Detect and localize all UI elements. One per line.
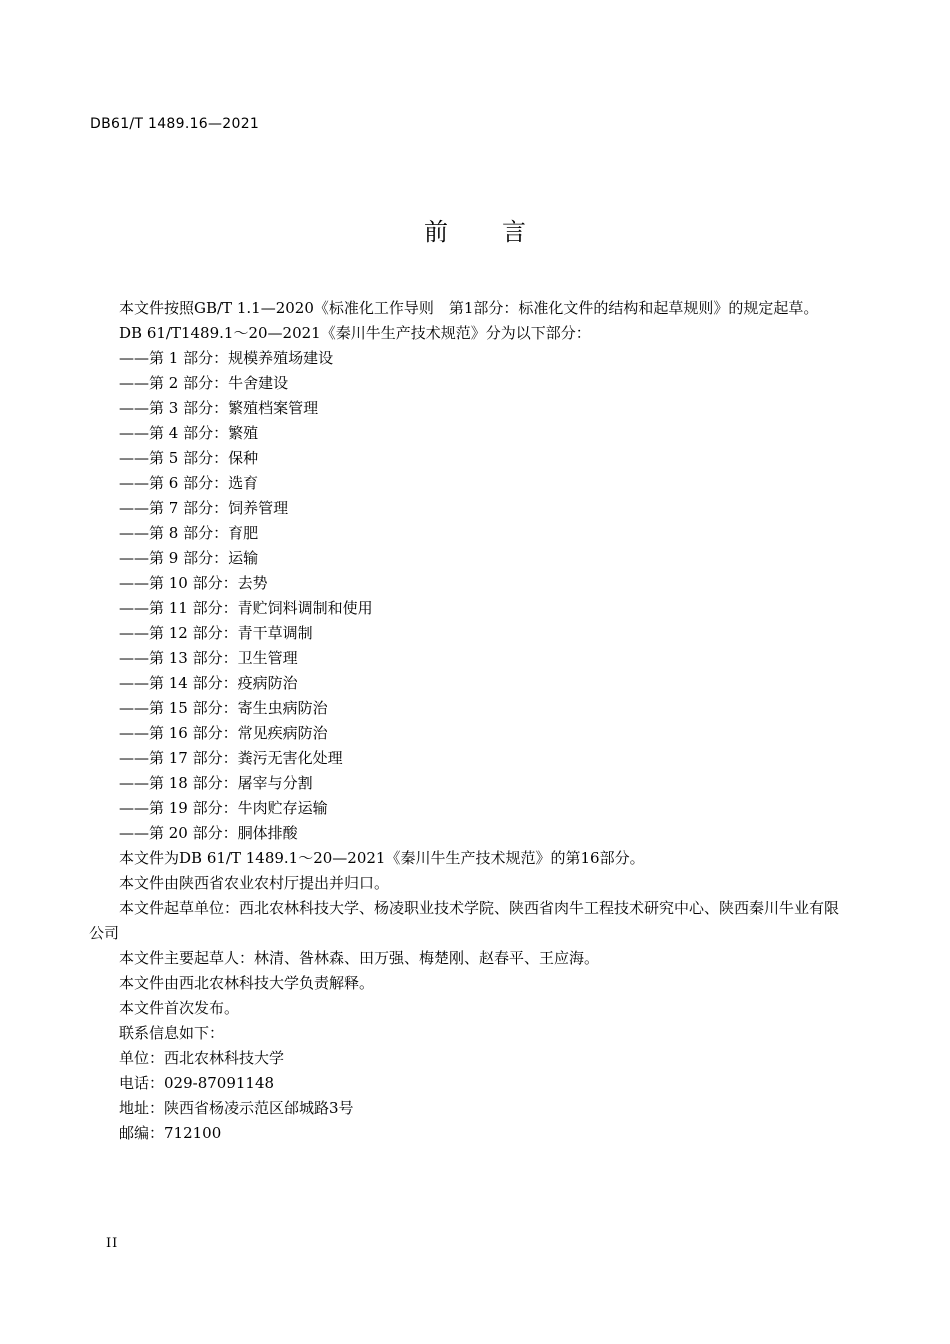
this-part-statement: 本文件为DB 61/T 1489.1～20—2021《秦川牛生产技术规范》的第16部分。 — [119, 849, 645, 867]
part-item: ——第 18 部分：屠宰与分割 — [119, 774, 313, 792]
parts-intro-paragraph: DB 61/T1489.1～20—2021《秦川牛生产技术规范》分为以下部分： — [119, 324, 591, 342]
contact-unit: 单位：西北农林科技大学 — [119, 1049, 285, 1067]
parts-list — [89, 346, 841, 846]
page-title: 前言 — [424, 218, 580, 246]
foreword-body — [89, 296, 841, 1146]
part-item: ——第 6 部分：选育 — [119, 474, 259, 492]
part-item: ——第 9 部分：运输 — [119, 549, 259, 567]
part-item: ——第 17 部分：粪污无害化处理 — [119, 749, 343, 767]
part-item: ——第 10 部分：去势 — [119, 574, 268, 592]
proposer-statement: 本文件由陕西省农业农村厅提出并归口。 — [119, 874, 390, 892]
part-item: ——第 7 部分：饲养管理 — [119, 499, 289, 517]
part-item: ——第 4 部分：繁殖 — [119, 424, 259, 442]
part-item: ——第 16 部分：常见疾病防治 — [119, 724, 328, 742]
contact-address: 地址：陕西省杨凌示范区邰城路3号 — [119, 1099, 354, 1117]
part-item: ——第 11 部分：青贮饲料调制和使用 — [119, 599, 373, 617]
part-item: ——第 15 部分：寄生虫病防治 — [119, 699, 328, 717]
contact-heading: 联系信息如下： — [119, 1024, 225, 1042]
drafting-units-statement: 本文件起草单位：西北农林科技大学、杨凌职业技术学院、陕西省肉牛工程技术研究中心、陕西秦川牛业有限公司 — [89, 899, 840, 942]
part-item: ——第 1 部分：规模养殖场建设 — [119, 349, 334, 367]
contact-phone: 电话：029-87091148 — [119, 1074, 275, 1092]
part-item: ——第 8 部分：育肥 — [119, 524, 259, 542]
drafters-statement: 本文件主要起草人：林清、昝林森、田万强、梅楚刚、赵春平、王应海。 — [119, 949, 600, 967]
page-number: II — [106, 1236, 119, 1251]
part-item: ——第 19 部分：牛肉贮存运输 — [119, 799, 328, 817]
part-item: ——第 5 部分：保种 — [119, 449, 259, 467]
part-item: ——第 20 部分：胴体排酸 — [119, 824, 298, 842]
part-item: ——第 12 部分：青干草调制 — [119, 624, 313, 642]
interpreter-statement: 本文件由西北农林科技大学负责解释。 — [119, 974, 375, 992]
drafting-basis-paragraph: 本文件按照GB/T 1.1—2020《标准化工作导则 第1部分：标准化文件的结构和起草规则》的规定起草。 — [119, 299, 819, 317]
document-code: DB61/T 1489.16—2021 — [90, 116, 260, 132]
part-item: ——第 2 部分：牛舍建设 — [119, 374, 289, 392]
part-item: ——第 3 部分：繁殖档案管理 — [119, 399, 319, 417]
part-item: ——第 13 部分：卫生管理 — [119, 649, 298, 667]
first-release-statement: 本文件首次发布。 — [119, 999, 240, 1017]
contact-postcode: 邮编：712100 — [119, 1124, 222, 1142]
part-item: ——第 14 部分：疫病防治 — [119, 674, 298, 692]
